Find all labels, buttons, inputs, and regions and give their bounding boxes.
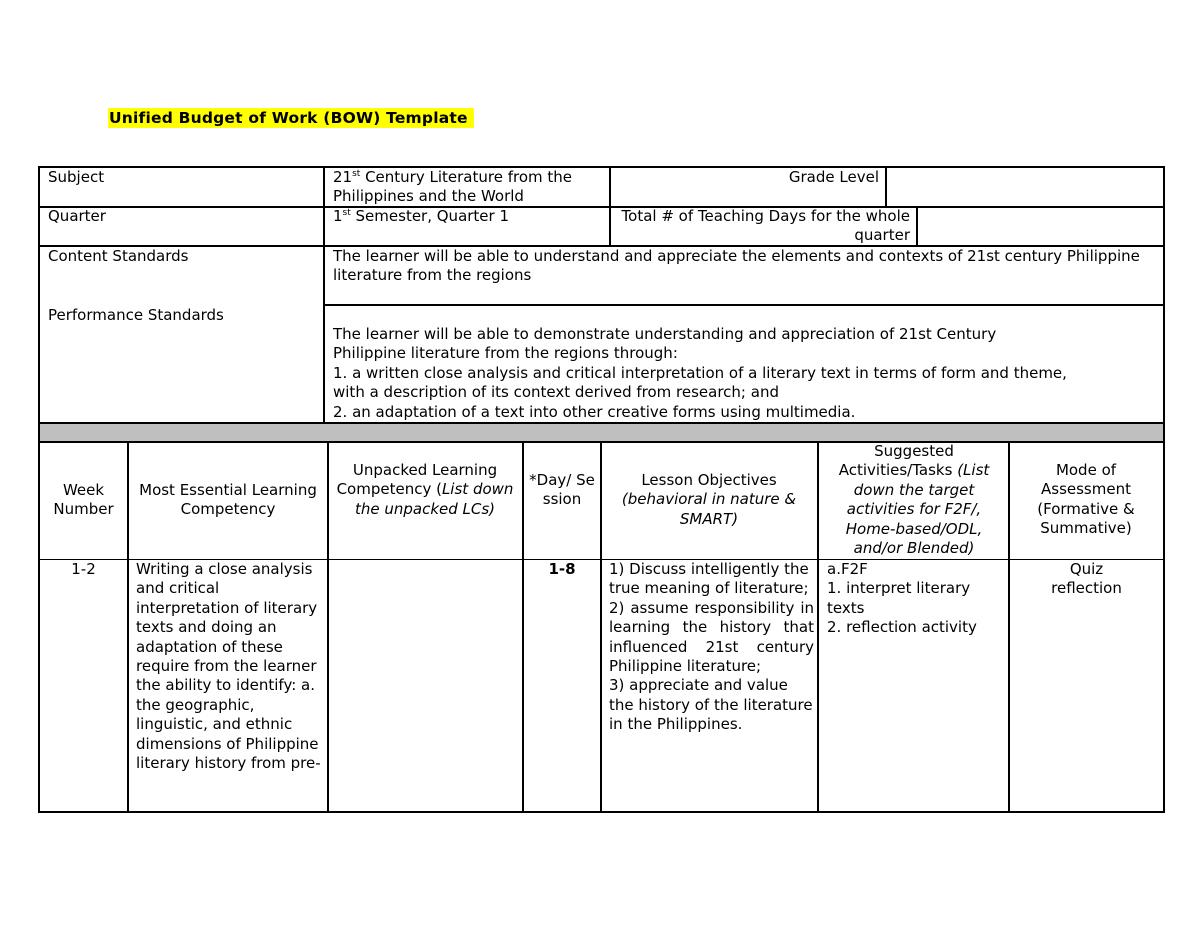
performance-line: with a description of its context derived from research; and xyxy=(333,383,779,402)
objective-item: 1) Discuss intelligently the true meaning of literature; xyxy=(609,560,809,598)
budget-of-work-table xyxy=(38,166,1165,813)
activity-item: a.F2F xyxy=(827,560,868,578)
subject-label: Subject xyxy=(48,168,105,186)
quarter-value: 1st Semester, Quarter 1 xyxy=(333,207,510,225)
header-unpacked-competency: Unpacked Learning Competency (List down the unpacked LCs) xyxy=(336,461,514,518)
header-most-essential-competency: Most Essential Learning Competency xyxy=(139,481,317,519)
teaching-days-label: Total # of Teaching Days for the whole quarter xyxy=(621,207,910,245)
performance-standards-value xyxy=(333,325,1159,422)
assessment-item: Quiz xyxy=(1069,560,1104,578)
activity-item: 1. interpret literary texts xyxy=(827,579,971,617)
performance-line: The learner will be able to demonstrate understanding and appreciation of 21st Century xyxy=(333,325,997,343)
header-day-session: *Day/ Session xyxy=(529,471,595,509)
objective-item: 2) assume responsibility in learning the history that influenced 21st century Philippine literature; xyxy=(609,598,814,676)
assessment-item: reflection xyxy=(1051,579,1122,598)
subject-value: 21st Century Literature from the Philippines and the World xyxy=(333,168,572,206)
header-week-number: Week Number xyxy=(53,481,114,519)
section-divider-band xyxy=(38,422,1165,442)
content-standards-value: The learner will be able to understand and appreciate the elements and contexts of 21st century Philippine literature from the regions xyxy=(333,247,1140,285)
header-mode-of-assessment: Mode of Assessment (Formative & Summative) xyxy=(1037,461,1135,538)
performance-standards-label: Performance Standards xyxy=(48,306,224,324)
row-most-essential-competency: Writing a close analysis and critical interpretation of literary texts and doing an adaptation of these require from the learner the ability to identify: a. the geographic, linguistic, and ethnic dimensions of Philippine literary history from pre- xyxy=(136,560,321,773)
row-day-session: 1-8 xyxy=(548,560,576,578)
content-standards-label: Content Standards xyxy=(48,247,189,265)
performance-line: 2. an adaptation of a text into other creative forms using multimedia. xyxy=(333,402,856,421)
row-suggested-activities xyxy=(827,560,1005,638)
performance-line: 1. a written close analysis and critical interpretation of a literary text in terms of form and theme, xyxy=(333,363,1067,382)
objective-item: 3) appreciate and value the history of the literature in the Philippines. xyxy=(609,676,813,734)
header-suggested-activities: Suggested Activities/Tasks (List down the target activities for F2F/, Home-based/ODL, and/or Blended) xyxy=(838,442,990,558)
row-week: 1-2 xyxy=(71,560,96,578)
row-mode-of-assessment xyxy=(1010,560,1163,599)
header-lesson-objectives: Lesson Objectives (behavioral in nature & SMART) xyxy=(621,471,797,528)
row-lesson-objectives xyxy=(609,560,814,735)
quarter-label: Quarter xyxy=(48,207,106,225)
activity-item: 2. reflection activity xyxy=(827,618,977,637)
performance-line: Philippine literature from the regions through: xyxy=(333,344,678,363)
document-title: Unified Budget of Work (BOW) Template xyxy=(108,108,474,128)
grade-level-label: Grade Level xyxy=(788,168,879,186)
